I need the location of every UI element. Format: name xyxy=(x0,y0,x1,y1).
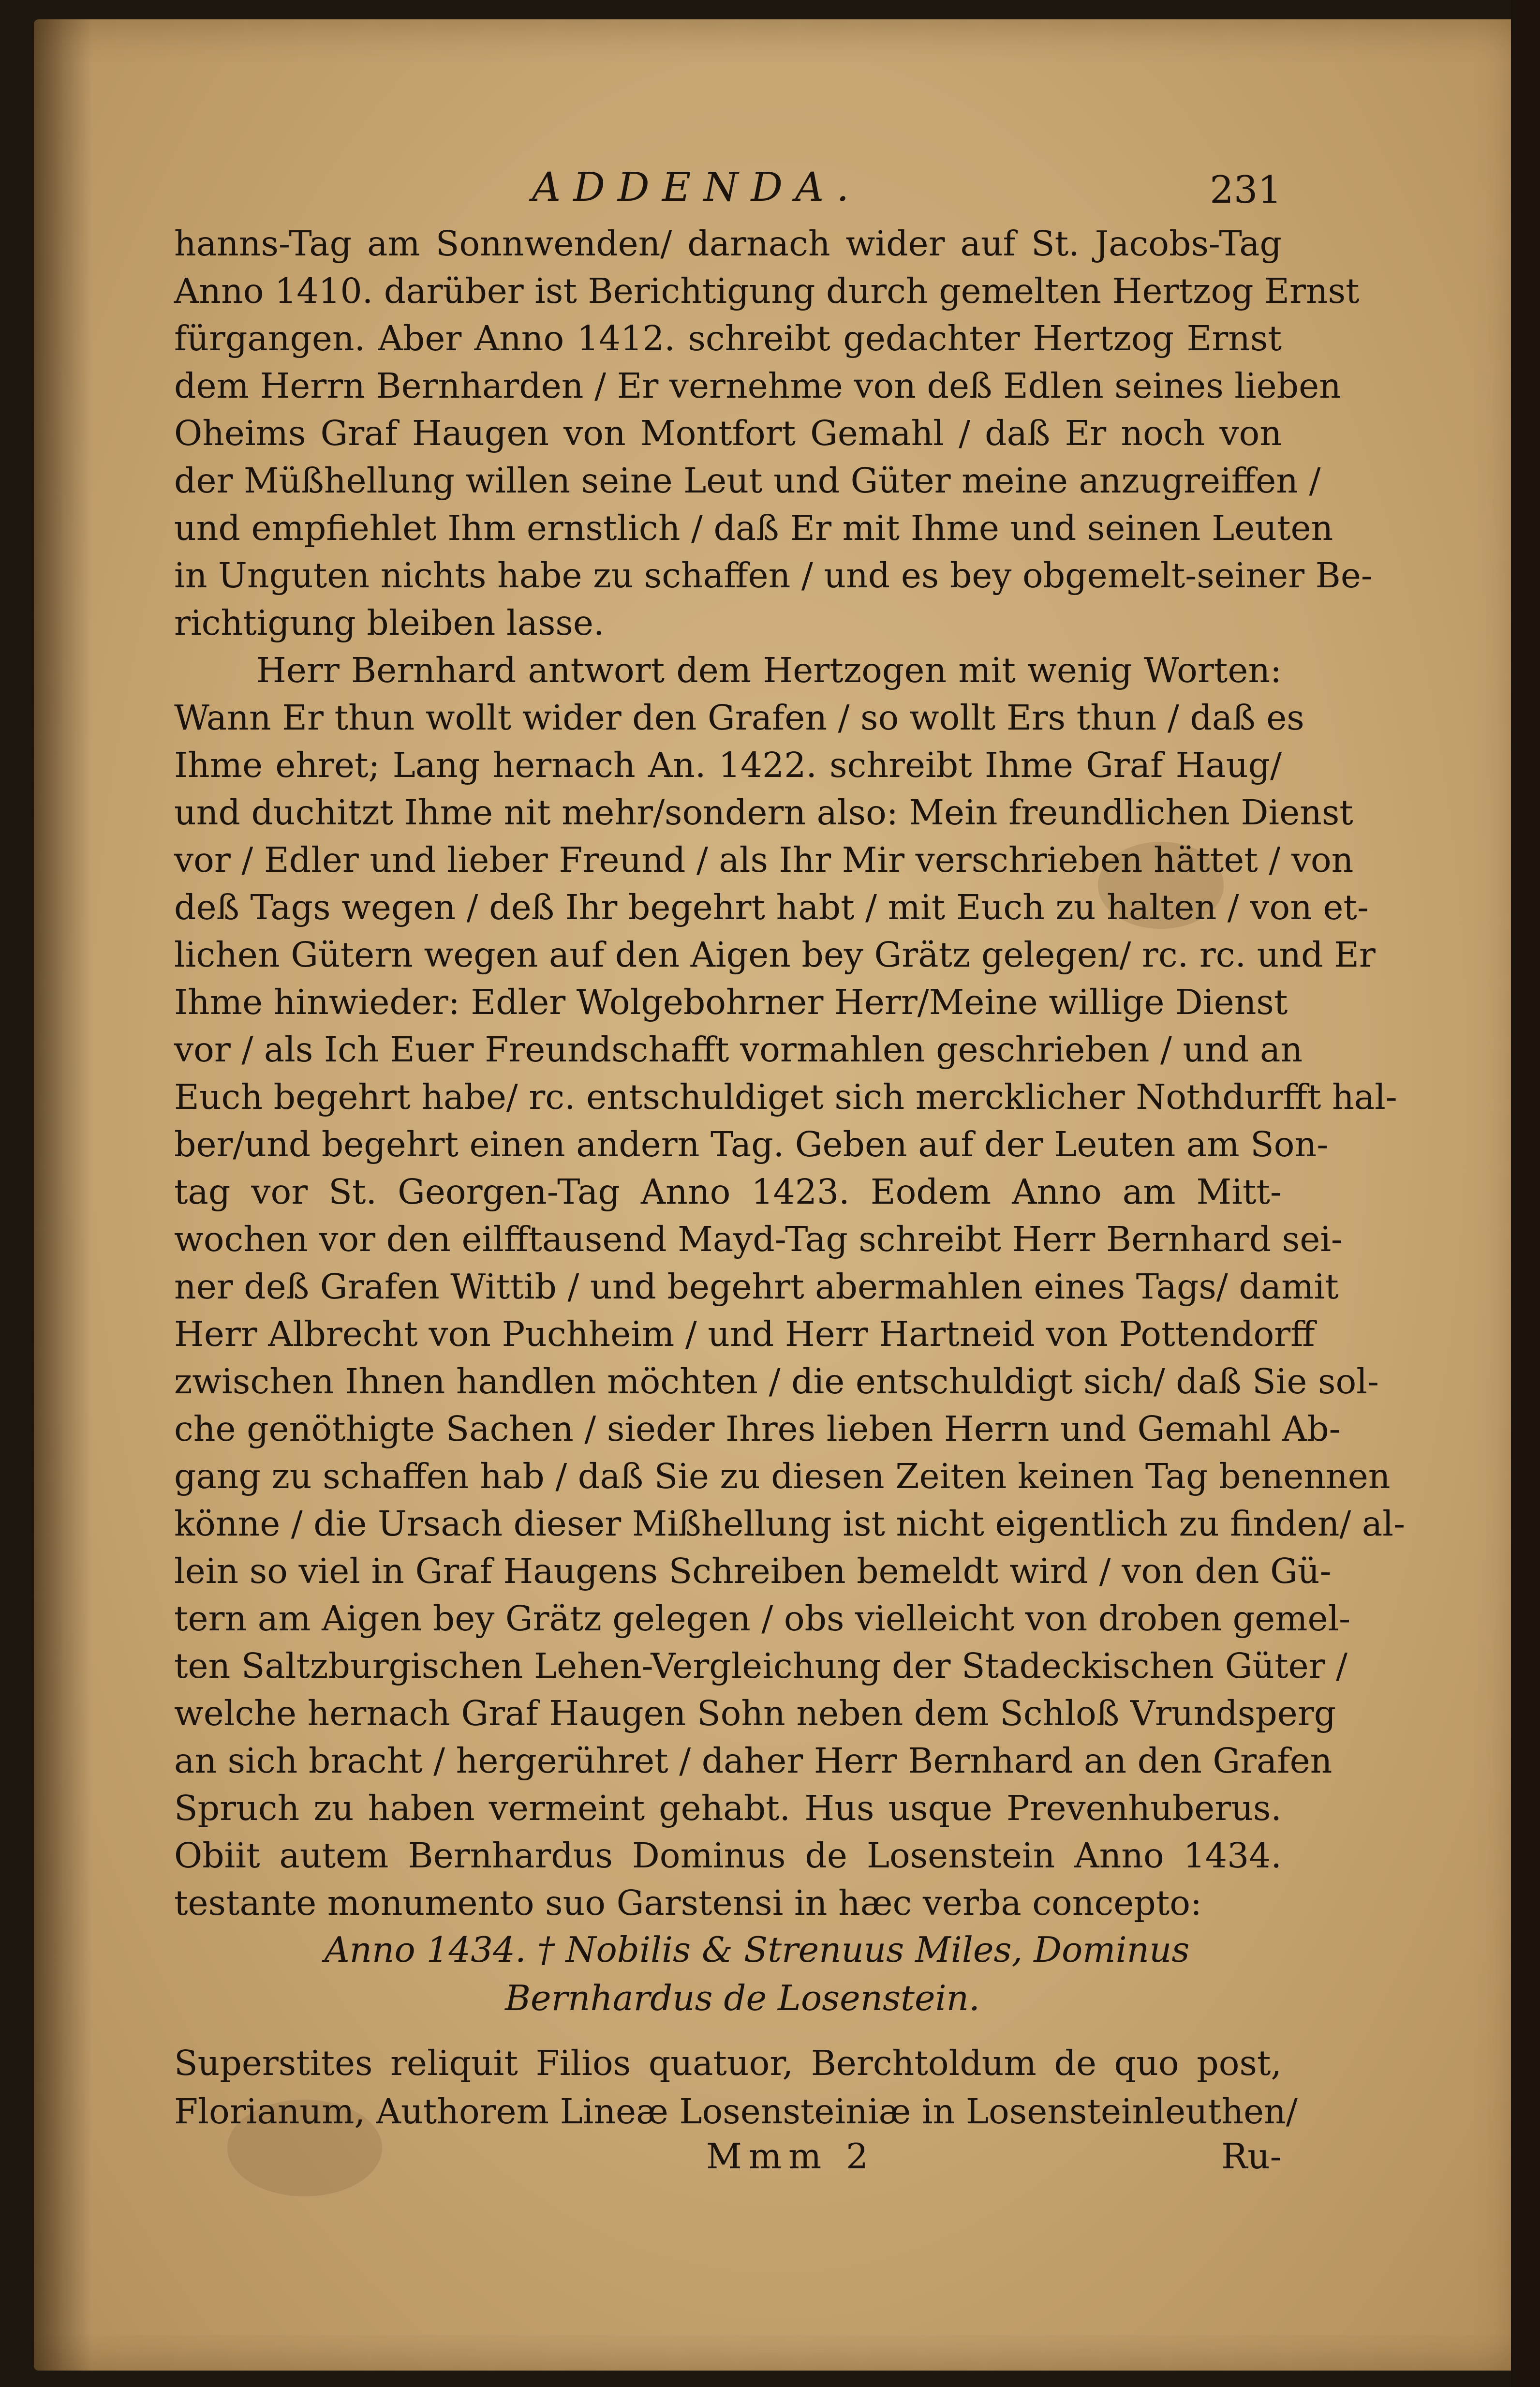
paragraph-start-line: Herr Bernhard antwort dem Hertzogen mit wenig Worten: xyxy=(256,650,1282,690)
text-line: vor / als Ich Euer Freundschafft vormahlen geschrieben / und an xyxy=(174,1029,1303,1070)
text-line: könne / die Ursach dieser Mißhellung ist nicht eigentlich zu finden/ al- xyxy=(174,1504,1405,1544)
text-line: Florianum, Authorem Lineæ Losensteiniæ in Losensteinleuthen/ xyxy=(174,2091,1298,2132)
text-line: zwischen Ihnen handlen möchten / die entschuldigt sich/ daß Sie sol- xyxy=(174,1361,1379,1402)
text-line: testante monumento suo Garstensi in hæc verba concepto: xyxy=(174,1883,1202,1923)
text-line: lichen Gütern wegen auf den Aigen bey Grätz gelegen/ rc. rc. und Er xyxy=(174,935,1376,975)
text-line: Oheims Graf Haugen von Montfort Gemahl / daß Er noch von xyxy=(174,413,1282,453)
text-line: richtigung bleiben lasse. xyxy=(174,603,605,643)
text-line: Ihme ehret; Lang hernach An. 1422. schreibt Ihme Graf Haug/ xyxy=(174,745,1282,785)
text-line: und empfiehlet Ihm ernstlich / daß Er mit Ihme und seinen Leuten xyxy=(174,508,1333,548)
inscription-quote xyxy=(174,1925,1282,2022)
text-line: ner deß Grafen Wittib / und begehrt abermahlen eines Tags/ damit xyxy=(174,1267,1339,1307)
text-line: und duchitzt Ihme nit mehr/sondern also: Mein freundlichen Dienst xyxy=(174,792,1353,833)
page-footer xyxy=(174,2136,1282,2184)
text-line: der Müßhellung willen seine Leut und Güter meine anzugreiffen / xyxy=(174,461,1321,501)
inscription-line: Anno 1434. † Nobilis & Strenuus Miles, Dominus xyxy=(324,1929,1190,1970)
text-line: tern am Aigen bey Grätz gelegen / obs vielleicht von droben gemel- xyxy=(174,1598,1351,1639)
text-line: dem Herrn Bernharden / Er vernehme von deß Edlen seines lieben xyxy=(174,366,1341,406)
page-header xyxy=(174,164,1282,218)
catchword: Ru- xyxy=(1221,2136,1282,2177)
text-line: che genöthigte Sachen / sieder Ihres lieben Herrn und Gemahl Ab- xyxy=(174,1409,1341,1449)
text-line: lein so viel in Graf Haugens Schreiben bemeldt wird / von den Gü- xyxy=(174,1551,1332,1591)
text-line: Superstites reliquit Filios quatuor, Berchtoldum de quo post, xyxy=(174,2043,1282,2083)
text-line: ten Saltzburgischen Lehen-Vergleichung der Stadeckischen Güter / xyxy=(174,1646,1348,1686)
body-text xyxy=(174,220,1405,1927)
running-head: ADDENDA. xyxy=(532,164,862,210)
text-line: Anno 1410. darüber ist Berichtigung durch gemelten Hertzog Ernst xyxy=(174,271,1360,311)
text-line: deß Tags wegen / deß Ihr begehrt habt / mit Euch zu halten / von et- xyxy=(174,887,1369,927)
text-line: wochen vor den eilfftausend Mayd-Tag schreibt Herr Bernhard sei- xyxy=(174,1219,1343,1259)
text-line: Herr Albrecht von Puchheim / und Herr Hartneid von Pottendorff xyxy=(174,1314,1315,1354)
text-line: Wann Er thun wollt wider den Grafen / so wollt Ers thun / daß es xyxy=(174,698,1304,738)
text-line: fürgangen. Aber Anno 1412. schreibt gedachter Hertzog Ernst xyxy=(174,318,1282,358)
page-number: 231 xyxy=(1210,168,1282,212)
closing-text xyxy=(174,2039,1298,2136)
text-line: an sich bracht / hergerühret / daher Herr Bernhard an den Grafen xyxy=(174,1741,1333,1781)
text-line: vor / Edler und lieber Freund / als Ihr Mir verschrieben hättet / von xyxy=(174,840,1354,880)
signature-mark: Mmm 2 xyxy=(706,2136,875,2177)
text-line: in Unguten nichts habe zu schaffen / und es bey obgemelt-seiner Be- xyxy=(174,555,1373,596)
text-line: Spruch zu haben vermeint gehabt. Hus usque Prevenhuberus. xyxy=(174,1788,1282,1828)
text-line: ber/und begehrt einen andern Tag. Geben auf der Leuten am Son- xyxy=(174,1124,1329,1164)
text-line: Ihme hinwieder: Edler Wolgebohrner Herr/Meine willige Dienst xyxy=(174,982,1288,1022)
text-line: welche hernach Graf Haugen Sohn neben dem Schloß Vrundsperg xyxy=(174,1693,1336,1733)
page-gutter-shadow xyxy=(34,19,92,2371)
inscription-line: Bernhardus de Losenstein. xyxy=(505,1978,980,2018)
text-line: Euch begehrt habe/ rc. entschuldiget sich mercklicher Nothdurfft hal- xyxy=(174,1077,1397,1117)
text-line: Obiit autem Bernhardus Dominus de Losenstein Anno 1434. xyxy=(174,1835,1282,1876)
text-line: tag vor St. Georgen-Tag Anno 1423. Eodem Anno am Mitt- xyxy=(174,1172,1282,1212)
text-line: gang zu schaffen hab / daß Sie zu diesen Zeiten keinen Tag benennen xyxy=(174,1456,1391,1496)
book-spine-edge xyxy=(1511,0,1540,2387)
text-line: hanns-Tag am Sonnwenden/ darnach wider auf St. Jacobs-Tag xyxy=(174,224,1282,264)
